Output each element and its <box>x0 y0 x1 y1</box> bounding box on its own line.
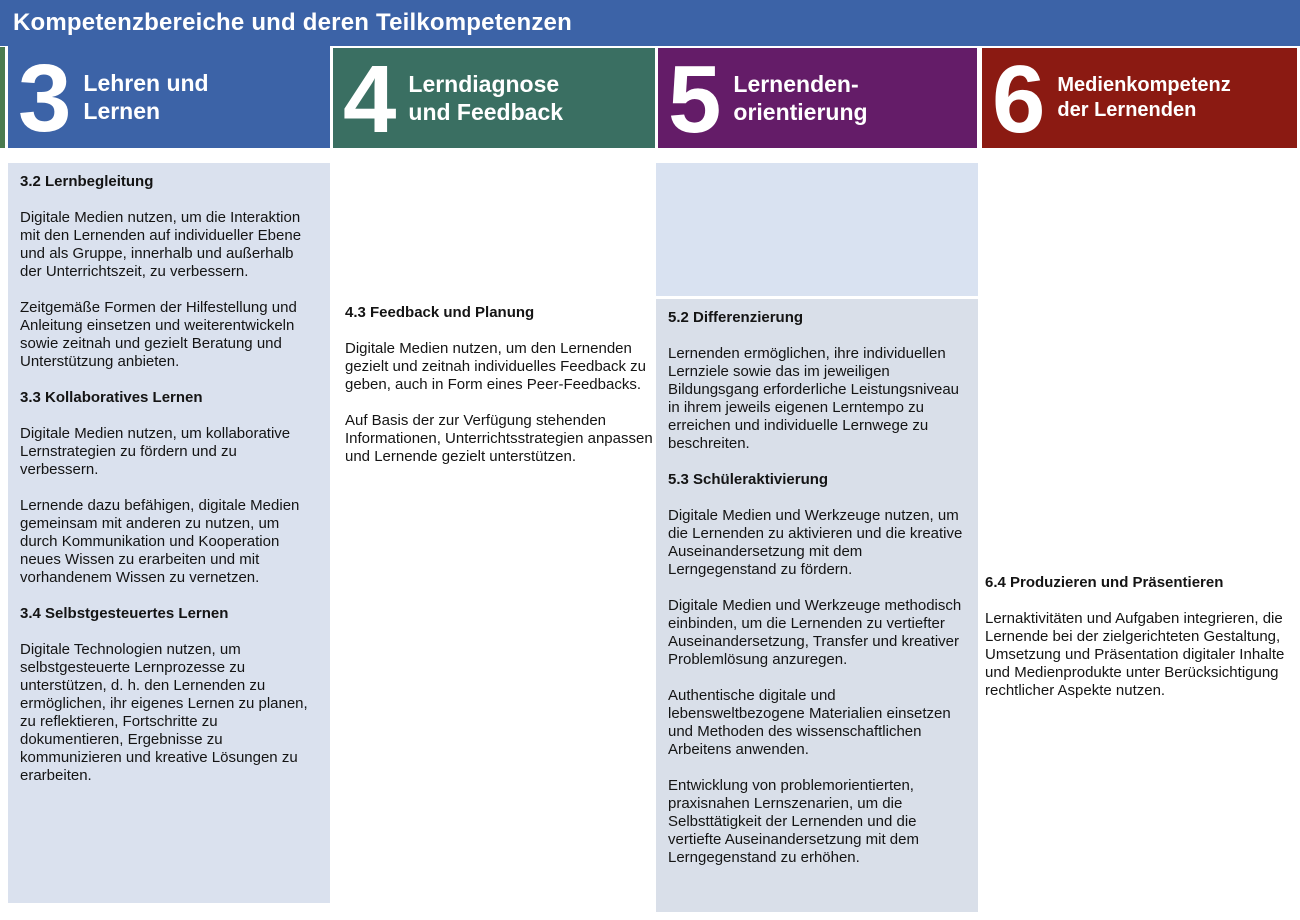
section-paragraph: Digitale Medien und Werkzeuge nutzen, um die Lernenden zu aktivieren und die kreative Auseinandersetzung mit dem Lerngegenstand zu fördern. <box>668 507 963 578</box>
header-area-4-lerndiagnose-und-feedback <box>333 48 655 148</box>
area-3-number: 3 <box>18 46 72 148</box>
page-title-bar <box>0 0 1300 46</box>
header-area-3-lehren-und-lernen <box>8 46 330 148</box>
area-6-label: Medienkompetenz der Lernenden <box>1057 74 1231 121</box>
area-6-number: 6 <box>992 48 1046 148</box>
adjacent-column-edge <box>0 47 5 148</box>
section-paragraph: Digitale Technologien nutzen, um selbstgesteuerte Lernprozesse zu unterstützen, d. h. den Lernenden zu ermöglichen, ihr eigenes Lernen zu planen, zu reflektieren, Fortschritte zu dokumentieren, Ergebnisse zu kommunizieren und kreative Lösungen zu erarbeiten. <box>20 641 308 784</box>
area-5-label: Lernenden- orientierung <box>733 71 868 125</box>
column-5-content-box <box>656 299 978 912</box>
section-paragraph: Auf Basis der zur Verfügung stehenden Informationen, Unterrichtsstrategien anpassen und Lernende gezielt unterstützen. <box>345 412 653 465</box>
header-area-6-medienkompetenz <box>982 48 1297 148</box>
section-heading-6-4: 6.4 Produzieren und Präsentieren <box>985 574 1224 591</box>
page-title: Kompetenzbereiche und deren Teilkompetenzen <box>13 9 572 36</box>
column-5-empty-box <box>656 163 978 296</box>
section-heading-5-2: 5.2 Differenzierung <box>668 309 804 326</box>
section-paragraph: Lernaktivitäten und Aufgaben integrieren, die Lernende bei der zielgerichteten Gestaltung, Umsetzung und Präsentation digitaler Inhalte und Medienprodukte unter Berücksichtigung rechtlicher Aspekte nutzen. <box>985 610 1285 699</box>
header-area-5-lernendenorientierung <box>658 48 977 148</box>
section-heading-3-3: 3.3 Kollaboratives Lernen <box>20 389 203 406</box>
section-heading-5-3: 5.3 Schüleraktivierung <box>668 471 829 488</box>
area-3-label: Lehren und Lernen <box>83 70 209 124</box>
area-5-number: 5 <box>668 48 722 148</box>
section-paragraph: Digitale Medien und Werkzeuge methodisch einbinden, um die Lernenden zu vertiefter Auseinandersetzung, Transfer und kreativer Problemlösung anzuregen. <box>668 597 962 668</box>
column-6-content <box>985 574 1298 700</box>
section-paragraph: Digitale Medien nutzen, um die Interaktion mit den Lernenden auf individueller Ebene und als Gruppe, innerhalb und außerhalb der Unterrichtszeit, zu verbessern. <box>20 209 302 280</box>
area-4-number: 4 <box>343 48 397 148</box>
section-heading-4-3: 4.3 Feedback und Planung <box>345 304 535 321</box>
column-3-content-box <box>8 163 330 903</box>
section-paragraph: Lernenden ermöglichen, ihre individuellen Lernziele sowie das im jeweiligen Bildungsgang erforderliche Leistungsniveau in ihrem jeweils eigenen Lerntempo zu erreichen und individuelle Lernwege zu beschreiten. <box>668 345 960 452</box>
area-4-label: Lerndiagnose und Feedback <box>408 71 564 125</box>
section-heading-3-4: 3.4 Selbstgesteuertes Lernen <box>20 605 229 622</box>
section-paragraph: Digitale Medien nutzen, um kollaborative Lernstrategien zu fördern und zu verbessern. <box>20 425 291 478</box>
section-paragraph: Zeitgemäße Formen der Hilfestellung und Anleitung einsetzen und weiterentwickeln sowie zeitnah und gezielt Beratung und Unterstützung anbieten. <box>20 299 297 370</box>
section-paragraph: Lernende dazu befähigen, digitale Medien gemeinsam mit anderen zu nutzen, um durch Kommunikation und Kooperation neues Wissen zu erarbeiten und mit vorhandenem Wissen zu vernetzen. <box>20 497 300 586</box>
section-heading-3-2: 3.2 Lernbegleitung <box>20 173 154 190</box>
section-paragraph: Digitale Medien nutzen, um den Lernenden gezielt und zeitnah individuelles Feedback zu geben, auch in Form eines Peer-Feedbacks. <box>345 340 647 393</box>
section-paragraph: Entwicklung von problemorientierten, praxisnahen Lernszenarien, um die Selbsttätigkeit der Lernenden und die vertiefte Auseinandersetzung mit dem Lerngegenstand zu erhöhen. <box>668 777 919 866</box>
column-4-content <box>345 304 661 466</box>
section-paragraph: Authentische digitale und lebensweltbezogene Materialien einsetzen und Methoden des wissenschaftlichen Arbeitens anwenden. <box>668 687 951 758</box>
